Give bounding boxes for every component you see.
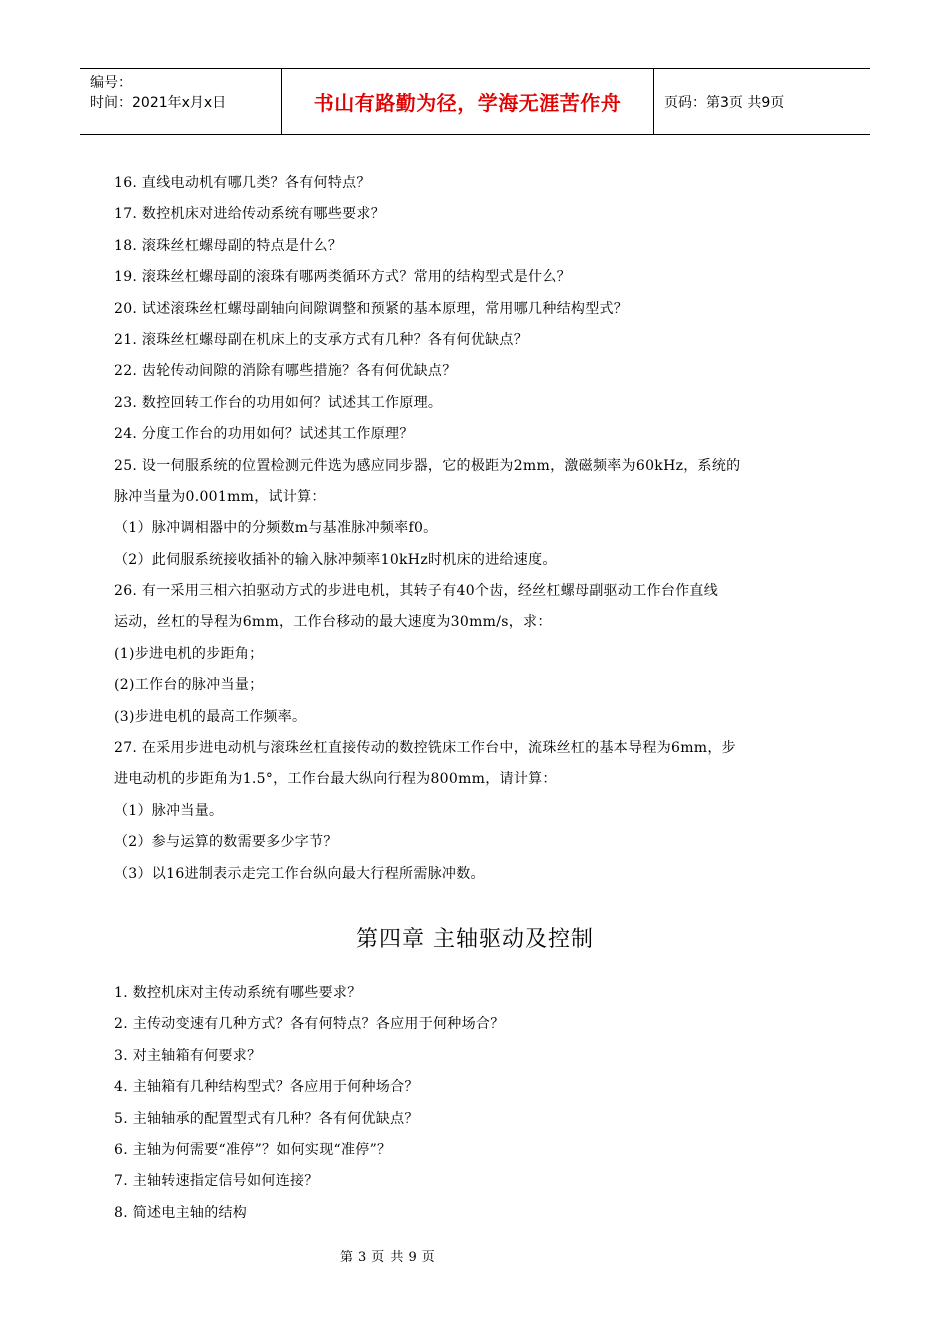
page-footer bbox=[0, 1246, 950, 1265]
question-line: 5. 主轴轴承的配置型式有几种？各有何优缺点？ bbox=[114, 1110, 419, 1127]
page-info: 页码：第3页 共9页 bbox=[664, 94, 785, 111]
question-line: 进电动机的步距角为1.5°，工作台最大纵向行程为800mm，请计算： bbox=[114, 771, 557, 788]
question-line: （2）此伺服系统接收插补的输入脉冲频率10kHz时机床的进给速度。 bbox=[114, 551, 557, 568]
question-line: 27. 在采用步进电动机与滚珠丝杠直接传动的数控铣床工作台中，流珠丝杠的基本导程为6mm，步 bbox=[114, 740, 736, 757]
header-motto-cell bbox=[282, 69, 654, 134]
question-line: （2）参与运算的数需要多少字节？ bbox=[114, 834, 338, 851]
question-line: 23. 数控回转工作台的功用如何？试述其工作原理。 bbox=[114, 394, 443, 411]
question-line: 4. 主轴箱有几种结构型式？各应用于何种场合？ bbox=[114, 1079, 419, 1096]
footer-total-pages: 9 bbox=[408, 1250, 418, 1265]
question-line: 25. 设一伺服系统的位置检测元件选为感应同步器，它的极距为2mm，激磁频率为60kHz，系统的 bbox=[114, 457, 741, 474]
motto-text: 书山有路勤为径，学海无涯苦作舟 bbox=[313, 91, 622, 115]
question-line: 18. 滚珠丝杠螺母副的特点是什么？ bbox=[114, 237, 343, 254]
question-line: 8. 简述电主轴的结构 bbox=[114, 1204, 248, 1221]
question-line: 26. 有一采用三相六拍驱动方式的步进电机，其转子有40个齿，经丝杠螺母副驱动工作台作直线 bbox=[114, 583, 719, 600]
number-label: 编号： bbox=[90, 75, 132, 91]
time-label: 时间：2021年x月x日 bbox=[90, 95, 227, 111]
question-line: 运动，丝杠的导程为6mm，工作台移动的最大速度为30mm/s，求： bbox=[114, 614, 552, 631]
footer-current-page: 3 bbox=[358, 1250, 368, 1265]
question-line: 6. 主轴为何需要“准停”？如何实现“准停”？ bbox=[114, 1141, 392, 1158]
question-line: (3)步进电机的最高工作频率。 bbox=[114, 708, 307, 725]
question-line: 24. 分度工作台的功用如何？试述其工作原理？ bbox=[114, 426, 414, 443]
document-header-table bbox=[80, 68, 870, 135]
question-line: 3. 对主轴箱有何要求？ bbox=[114, 1047, 262, 1064]
questions-section-2 bbox=[114, 978, 844, 1229]
question-line: （1）脉冲当量。 bbox=[114, 802, 224, 819]
question-line: 20. 试述滚珠丝杠螺母副轴向间隙调整和预紧的基本原理，常用哪几种结构型式？ bbox=[114, 300, 629, 317]
question-line: 16. 直线电动机有哪几类？各有何特点？ bbox=[114, 175, 371, 191]
question-line: 22. 齿轮传动间隙的消除有哪些措施？各有何优缺点？ bbox=[114, 363, 457, 380]
question-line: (1)步进电机的步距角； bbox=[114, 645, 264, 662]
question-line: 脉冲当量为0.001mm，试计算： bbox=[114, 488, 326, 505]
questions-section-1 bbox=[114, 168, 844, 890]
header-meta-cell bbox=[80, 69, 282, 134]
question-line: 2. 主传动变速有几种方式？各有何特点？各应用于何种场合？ bbox=[114, 1016, 505, 1033]
question-line: 19. 滚珠丝杠螺母副的滚珠有哪两类循环方式？常用的结构型式是什么？ bbox=[114, 269, 571, 286]
question-line: (2)工作台的脉冲当量； bbox=[114, 677, 264, 694]
question-line: 1. 数控机床对主传动系统有哪些要求？ bbox=[114, 985, 362, 1001]
question-line: 7. 主轴转速指定信号如何连接？ bbox=[114, 1173, 319, 1190]
footer-middle: 页 共 bbox=[371, 1250, 405, 1265]
question-line: （3）以16进制表示走完工作台纵向最大行程所需脉冲数。 bbox=[114, 865, 485, 882]
question-line: 21. 滚珠丝杠螺母副在机床上的支承方式有几种？各有何优缺点？ bbox=[114, 331, 529, 348]
question-line: 17. 数控机床对进给传动系统有哪些要求？ bbox=[114, 206, 386, 223]
chapter-title: 第四章 主轴驱动及控制 bbox=[356, 927, 594, 952]
question-line: （1）脉冲调相器中的分频数m与基准脉冲频率f0。 bbox=[114, 520, 438, 537]
footer-suffix: 页 bbox=[421, 1250, 436, 1265]
footer-prefix: 第 bbox=[340, 1250, 355, 1265]
header-page-cell bbox=[654, 69, 870, 134]
